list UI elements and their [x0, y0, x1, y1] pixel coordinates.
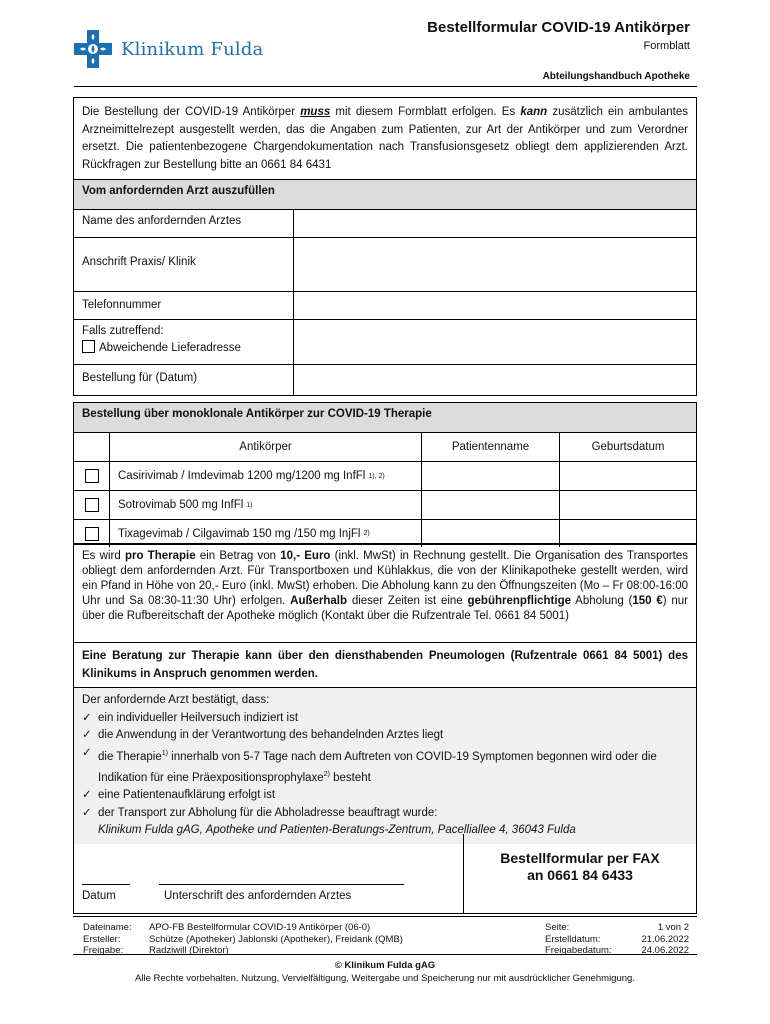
checkmark-icon: ✓: [82, 746, 92, 759]
signature-section: [73, 834, 697, 914]
footer-label: Dateiname:: [83, 922, 132, 933]
address-label: Anschrift Praxis/ Klinik: [74, 238, 294, 291]
cost-text: ) nur über die Rufbereitschaft der Apotheke möglich (Kontakt über die Rufzentrale Tel. 0661 84 5001): [82, 595, 688, 622]
date-line: [82, 884, 130, 885]
alt-address-checkbox[interactable]: [82, 340, 95, 353]
intro-part: Die Bestellung der COVID-19 Antikörper: [82, 106, 301, 118]
confirm-item: [82, 710, 688, 728]
checkmark-icon: ✓: [82, 729, 92, 741]
department-label: Abteilungshandbuch Apotheke: [542, 71, 690, 82]
antibody-footnote: 1), 2): [368, 472, 385, 480]
alt-address-label: Abweichende Lieferadresse: [99, 342, 241, 354]
footer-label: Seite:: [545, 922, 570, 933]
footnote-marker: 2): [323, 770, 330, 778]
antibody-name: Casirivimab / Imdevimab 1200 mg/1200 mg InfFl: [118, 470, 366, 482]
doctor-name-label: Name des anfordernden Arztes: [74, 210, 294, 237]
order-row: [74, 519, 696, 547]
order-checkbox[interactable]: [85, 527, 99, 541]
alt-address-label-cell: [74, 320, 294, 364]
checkmark-icon: ✓: [82, 789, 92, 802]
order-section-heading: Bestellung über monoklonale Antikörper zur COVID-19 Therapie: [74, 403, 696, 432]
fax-info: [463, 850, 697, 884]
intro-emphasis-muss: muss: [300, 106, 331, 118]
cost-text: (inkl. MwSt) in Rechnung gestellt. Die Organisation des Transportes obliegt dem anfordernden Arzt. Für Transportboxen und Kühlakkus, die von der Klinikapotheke gestellt werden, wird ein Pfand in Höhe von 20,- Euro (inkl. MwSt) erhoben. Die Abholung kann zu den Öffnungszeiten (Mo – Fr 08:00-16:00 Uhr und Sa 08:30-11:30 Uhr) erfolgen.: [82, 550, 688, 607]
alt-address-option[interactable]: [82, 340, 285, 357]
order-table-header: [74, 432, 696, 461]
order-checkbox-cell: [74, 491, 110, 519]
confirm-item-text: der Transport zur Abholung für die Abholadresse beauftragt wurde:: [98, 806, 438, 819]
doctor-name-field[interactable]: [294, 210, 696, 237]
order-checkbox-cell: [74, 520, 110, 547]
confirm-item: [82, 787, 688, 805]
alt-address-field[interactable]: [294, 320, 696, 364]
confirm-item-text: ein individueller Heilversuch indiziert ist: [98, 711, 299, 724]
checkmark-icon: ✓: [82, 806, 92, 819]
antibody-name: Tixagevimab / Cilgavimab 150 mg /150 mg InjFl: [118, 527, 361, 540]
doctor-section-heading: Vom anfordernden Arzt auszufüllen: [74, 180, 696, 209]
footer-values-right: [641, 922, 689, 957]
footer-value: Radziwill (Direktor): [149, 945, 229, 956]
antibody-cell: [110, 462, 422, 490]
order-date-field[interactable]: [294, 365, 696, 395]
signature-line: [159, 884, 404, 885]
alt-address-row: [74, 319, 696, 364]
patient-name-field[interactable]: [422, 520, 560, 547]
footnote-marker: 1): [161, 749, 168, 757]
doctor-section: [73, 179, 697, 396]
footer-label: Freigabedatum:: [545, 945, 612, 956]
confirm-item-text: eine Patientenaufklärung erfolgt ist: [98, 789, 276, 802]
fax-line-2: an 0661 84 6433: [527, 867, 633, 883]
copyright: © Klinikum Fulda gAG: [334, 960, 436, 971]
birthdate-field[interactable]: [560, 491, 696, 519]
patient-name-field[interactable]: [422, 462, 560, 490]
intro-part: zusätzlich ein ambulantes Arzneimittelrezept ausgestellt werden, das die Angaben zum Patienten, zur Art der Antikörper und zum Verordner ersetzt. Die patientenbezogene Chargendokumentation nach Transfusionsgesetz obliegt dem applizierenden Arzt. Rückfragen zur Bestellung bitte an 0661 84 6431: [82, 106, 688, 171]
footer-values: [149, 922, 403, 957]
confirm-item: [82, 727, 688, 745]
header-divider: [74, 86, 697, 87]
terms-section: [73, 544, 697, 835]
col-antibody: Antikörper: [110, 433, 422, 461]
order-date-label: Bestellung für (Datum): [74, 365, 294, 395]
confirm-item-text: besteht: [329, 771, 371, 784]
antibody-footnote: 1): [246, 501, 253, 509]
order-checkbox[interactable]: [85, 498, 99, 512]
col-birthdate: Geburtsdatum: [591, 441, 665, 453]
logo-text: Klinikum Fulda: [121, 38, 264, 60]
doctor-name-row: [74, 209, 696, 237]
address-field[interactable]: [294, 238, 696, 291]
antibody-cell: [110, 520, 422, 547]
confirm-item: [82, 745, 688, 788]
order-row: [74, 490, 696, 519]
antibody-cell: [110, 491, 422, 519]
order-date-row: [74, 364, 696, 395]
intro-emphasis-kann: kann: [520, 106, 548, 118]
antibody-name: Sotrovimab 500 mg InfFl: [118, 499, 244, 511]
confirm-list: [82, 710, 688, 823]
cost-bold: 10,- Euro: [280, 550, 331, 562]
order-checkbox[interactable]: [85, 469, 99, 483]
rights-notice: Alle Rechte vorbehalten. Nutzung, Vervielfältigung, Weitergabe und Speicherung nur mit ausdrücklicher Genehmigung.: [135, 973, 635, 984]
birthdate-field[interactable]: [560, 520, 696, 547]
cost-text: dieser Zeiten ist eine: [347, 595, 468, 607]
order-header-blank: [74, 433, 110, 461]
cost-bold: pro Therapie: [124, 550, 196, 562]
intro-text: [73, 97, 697, 180]
phone-row: [74, 291, 696, 319]
order-row: [74, 461, 696, 490]
checkmark-icon: ✓: [82, 711, 92, 724]
intro-part: mit diesem Formblatt erfolgen. Es: [330, 106, 521, 118]
confirm-item-text: die Therapie: [98, 750, 162, 763]
footer-labels-right: [545, 922, 612, 957]
phone-label: Telefonnummer: [74, 292, 294, 319]
cost-info: [74, 545, 696, 642]
footer-value: APO-FB Bestellformular COVID-19 Antikörper (06-0): [149, 922, 371, 933]
signature-area[interactable]: [74, 834, 464, 913]
cost-bold: 150 €: [632, 595, 663, 607]
footer-value: 1 von 2: [657, 922, 689, 933]
footer-value: Schütze (Apotheker) Jablonski (Apotheker), Freidank (QMB): [149, 933, 403, 945]
klinikum-logo: [74, 30, 264, 68]
if-applicable-label: Falls zutreffend:: [82, 325, 164, 337]
cost-bold: gebührenpflichtige: [467, 595, 571, 607]
confirm-item-text: die Anwendung in der Verantwortung des behandelnden Arztes liegt: [98, 729, 444, 741]
confirmation-block: [74, 687, 696, 844]
address-row: [74, 237, 696, 291]
footer-value: 24.06.2022: [641, 945, 689, 956]
cost-text: ein Betrag von: [195, 550, 281, 562]
cost-text: Es wird: [82, 550, 125, 562]
date-label: Datum: [82, 890, 116, 902]
hospital-cross-icon: [74, 30, 112, 68]
col-patient: Patientenname: [422, 433, 560, 461]
cost-bold: Außerhalb: [290, 595, 348, 607]
confirm-item: [82, 805, 688, 823]
patient-name-field[interactable]: [422, 491, 560, 519]
fax-line-1: Bestellformular per FAX: [500, 850, 660, 866]
phone-field[interactable]: [294, 292, 696, 319]
footer-label: Ersteller:: [83, 933, 121, 945]
footer-label: Freigabe:: [83, 945, 124, 956]
confirm-item-text: innerhalb von 5-7 Tage nach dem Auftreten von COVID-19 Symptomen begonnen wird oder die Indikation für eine Präexpositionsprophylaxe: [98, 750, 657, 784]
cost-text: Abholung (: [571, 595, 633, 607]
footer-value: 21.06.2022: [641, 933, 689, 945]
antibody-footnote: 2): [363, 530, 370, 537]
document-subtitle: Formblatt: [643, 40, 690, 52]
footer-label: Erstelldatum:: [545, 933, 601, 945]
birthdate-field[interactable]: [560, 462, 696, 490]
order-section: [73, 402, 697, 544]
signature-label: Unterschrift des anfordernden Arztes: [164, 890, 352, 902]
footer-labels: [83, 922, 132, 957]
document-footer: [73, 916, 697, 956]
order-checkbox-cell: [74, 462, 110, 490]
document-title: Bestellformular COVID-19 Antikörper: [427, 19, 690, 36]
consult-info: Eine Beratung zur Therapie kann über den diensthabenden Pneumologen (Rufzentrale 0661 84 5001) des Klinikums in Anspruch genommen werden.: [74, 642, 696, 687]
confirm-intro: Der anfordernde Arzt bestätigt, dass:: [82, 694, 270, 706]
footer-divider: [73, 954, 697, 955]
pickup-address: Klinikum Fulda gAG, Apotheke und Patienten-Beratungs-Zentrum, Pacelliallee 4, 36043 Fulda: [98, 824, 576, 837]
